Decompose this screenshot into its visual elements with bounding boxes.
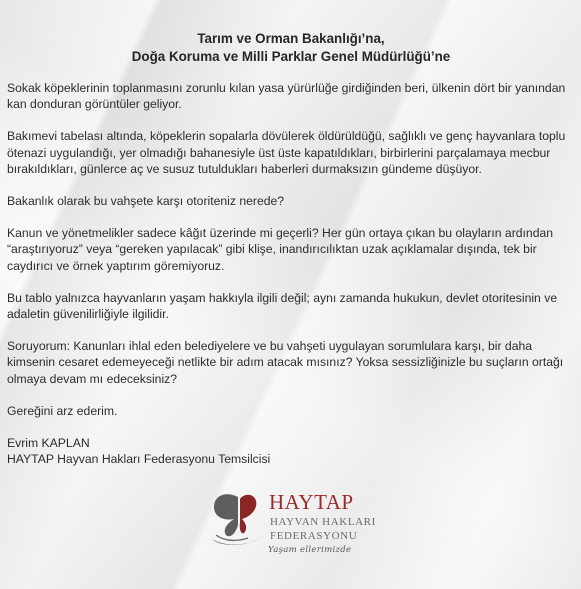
paragraph-6: Soruyorum: Kanunları ihlal eden belediyelere ve bu vahşeti uygulayan sorumlulara karşı, bir daha kimsenin cesaret edemeyeceği netlikte bir adım atacak mısınız? Yoksa sessizliğinizle bu suçların ortağı olmaya devam mı edeceksiniz? xyxy=(7,339,564,386)
signature-block xyxy=(7,435,575,467)
haytap-logo xyxy=(208,489,376,561)
paragraph-7: Gereğini arz ederim. xyxy=(7,403,118,418)
signature-name: Evrim KAPLAN xyxy=(7,436,90,451)
paragraph-3: Bakanlık olarak bu vahşete karşı otoriteniz nerede? xyxy=(7,194,285,209)
signature-title: HAYTAP Hayvan Hakları Federasyonu Temsilcisi xyxy=(7,452,271,467)
logo-name: HAYTAP xyxy=(269,490,354,514)
paragraph-5: Bu tablo yalnızca hayvanların yaşam hakkıyla ilgili değil; aynı zamanda hukukun, devlet otoritesinin ve adaletin güvenilirliğiyle ilgilidir. xyxy=(7,290,558,322)
paragraph-2: Bakımevi tabelası altında, köpeklerin sopalarla dövülerek öldürüldüğü, sağlıklı ve genç hayvanlara toplu ötenazi uygulandığı, yer olmadığı bahanesiyle üst üste kapatıldıkları, birbirlerini parçalamaya mecbur bırakıldıkları, günlerce aç ve susuz tutuldukları haberleri durmaksızın gündeme düşüyor. xyxy=(7,129,566,176)
letter-body xyxy=(7,30,575,467)
title-line-2: Doğa Koruma ve Milli Parklar Genel Müdürlüğü’ne xyxy=(131,48,451,64)
logo-subtitle-2: FEDERASYONU xyxy=(270,530,358,542)
paragraph-4: Kanun ve yönetmelikler sadece kâğıt üzerinde mi geçerli? Her gün ortaya çıkan bu olayların ardından “araştırıyoruz” veya “gereken yapılacak” gibi klişe, inandırıcılıktan uzak açıklamalar dışında, tek bir caydırıcı ve örnek yaptırım göremiyoruz. xyxy=(7,226,554,273)
letter-title xyxy=(7,30,575,65)
logo-subtitle-1: HAYVAN HAKLARI xyxy=(270,516,376,528)
logo-slogan: Yaşam ellerimizde xyxy=(268,545,352,555)
butterfly-hand-icon xyxy=(208,489,270,551)
title-line-1: Tarım ve Orman Bakanlığı’na, xyxy=(197,31,385,46)
paragraph-1: Sokak köpeklerinin toplanmasını zorunlu kılan yasa yürürlüğe girdiğinden beri, ülkenin dört bir yanından kan donduran görüntüler geliyor. xyxy=(7,81,566,112)
